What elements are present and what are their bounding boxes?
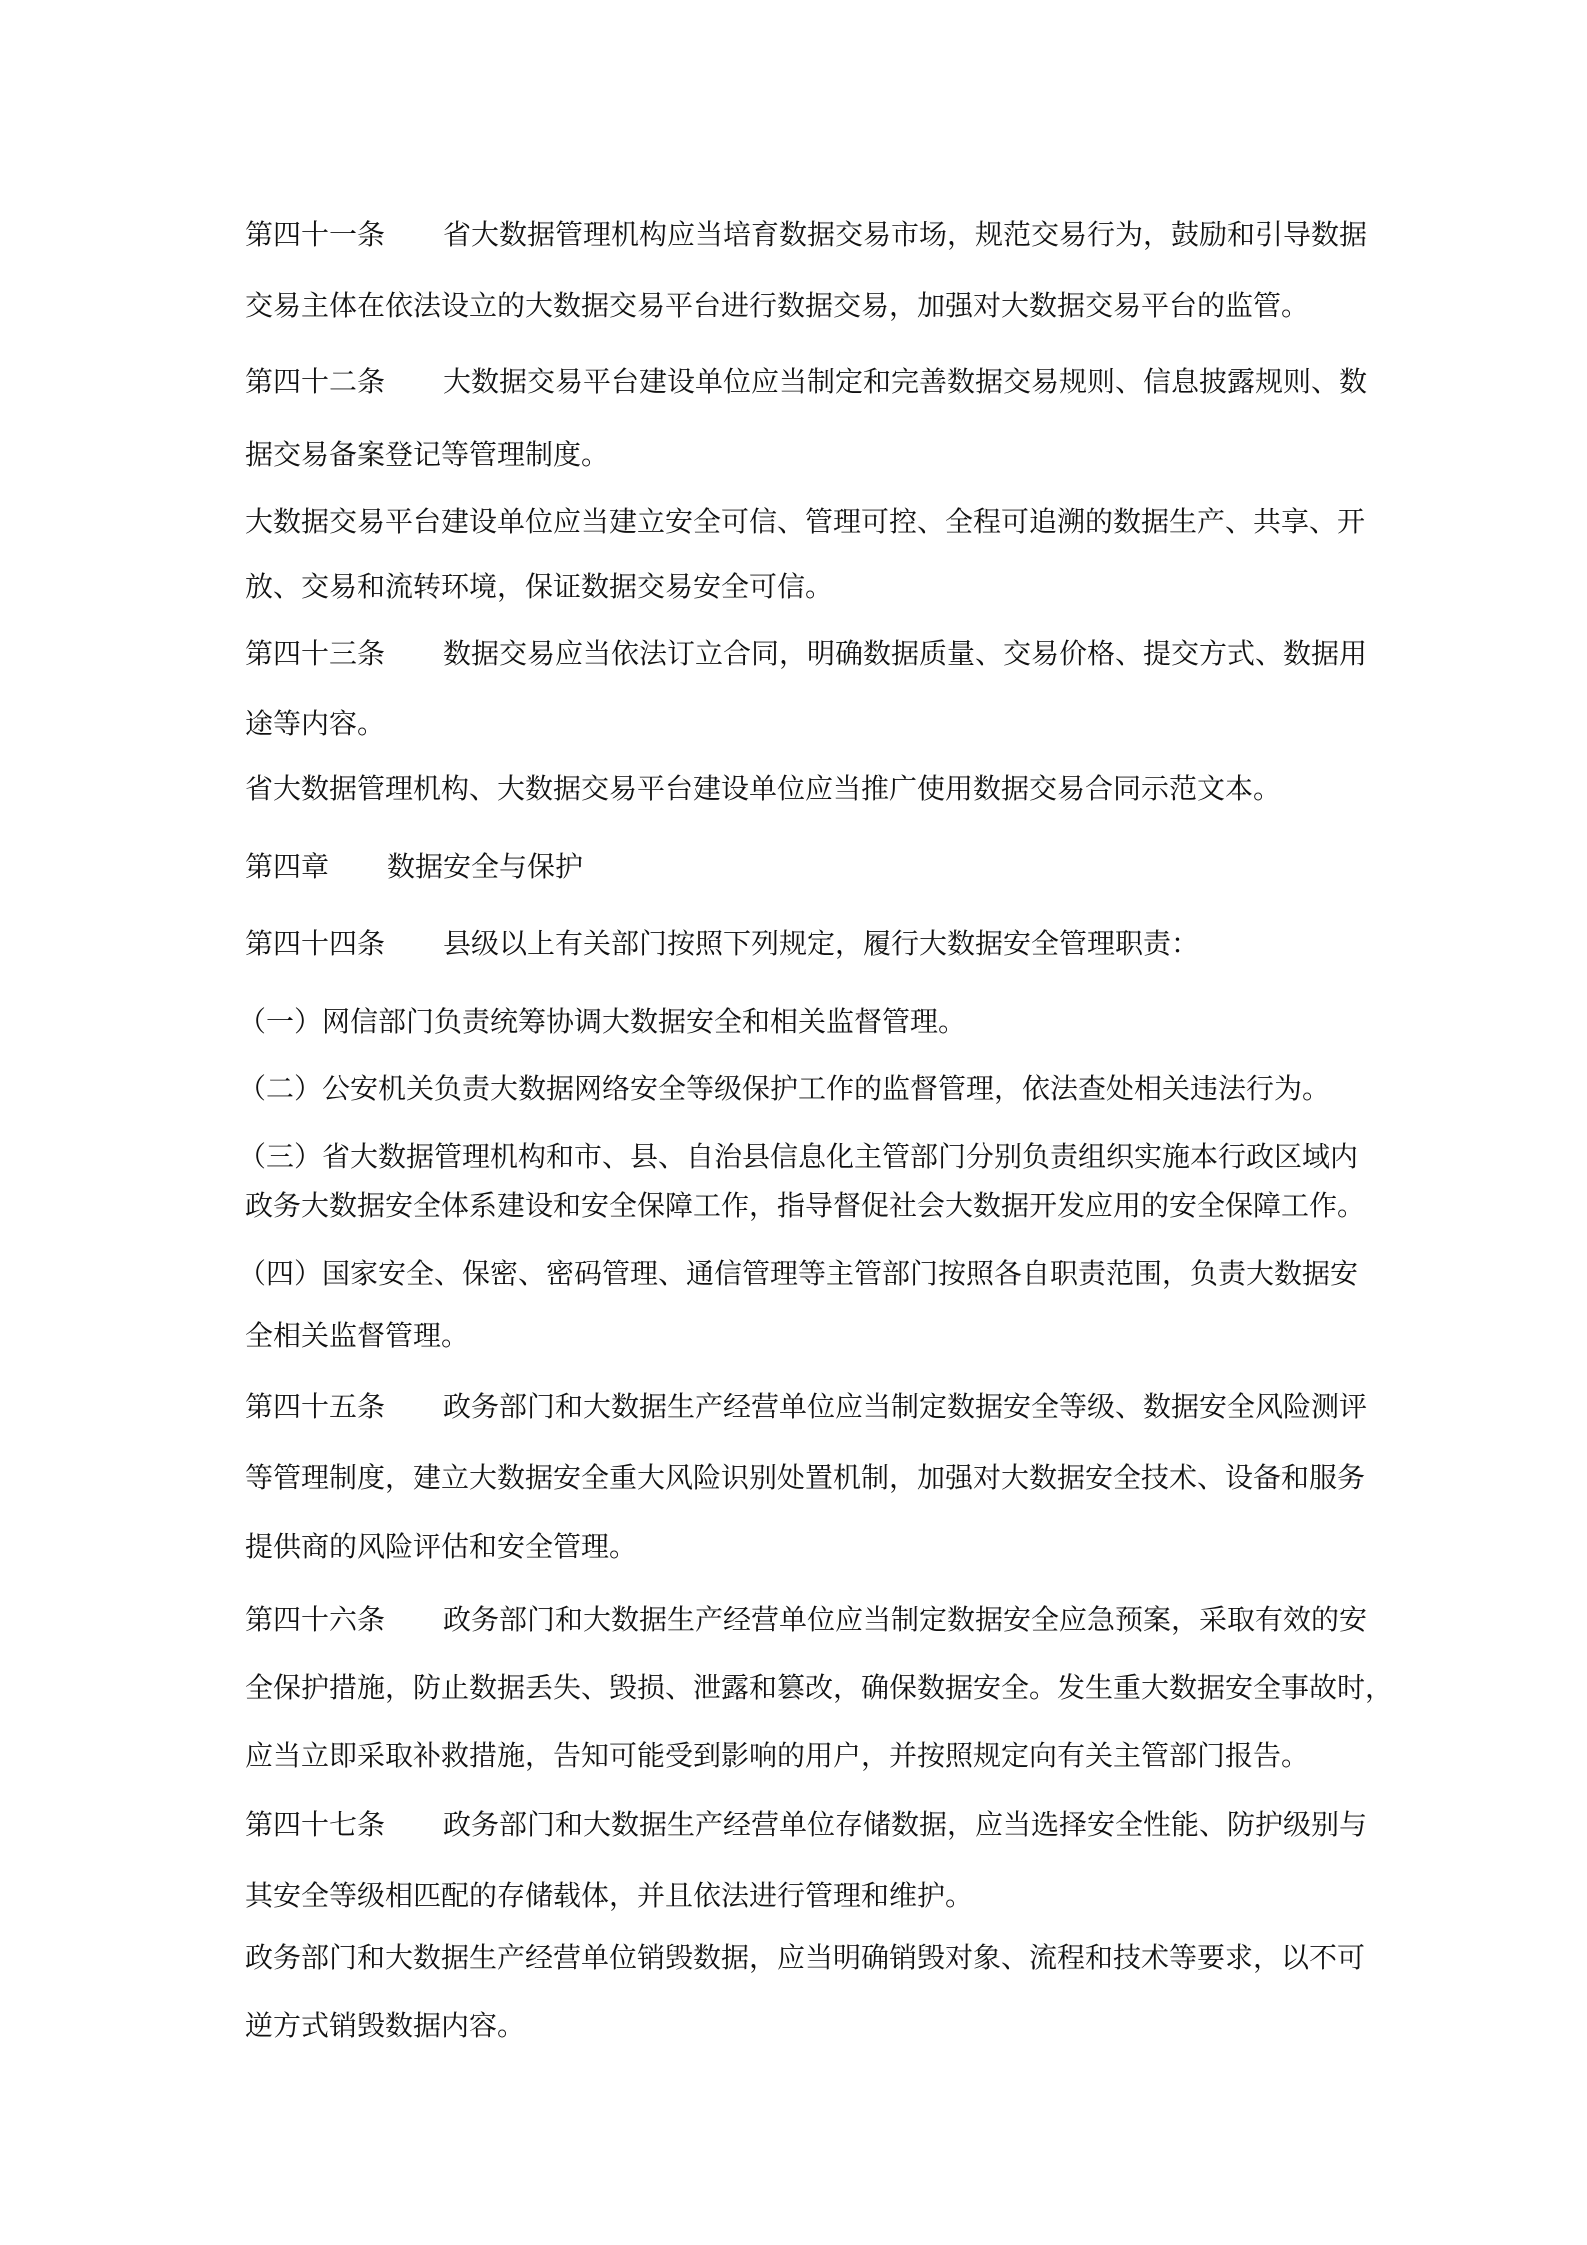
article-text: 其安全等级相匹配的存储载体，并且依法进行管理和维护。 (245, 1879, 974, 1912)
article-text: 政务部门和大数据生产经营单位应当制定数据安全等级、数据安全风险测评 (443, 1390, 1368, 1423)
article-42-line (245, 435, 1356, 475)
article-43-line (245, 634, 1368, 674)
chapter-title: 数据安全与保护 (387, 850, 584, 883)
article-label: 第四十七条 (245, 1808, 386, 1841)
list-item (238, 1137, 1359, 1177)
article-46-line (245, 1600, 1368, 1640)
article-47-line (245, 1938, 1366, 1978)
article-text: 政务部门和大数据生产经营单位存储数据，应当选择安全性能、防护级别与 (443, 1808, 1368, 1841)
article-41-line (245, 215, 1368, 255)
article-45-line (245, 1387, 1368, 1427)
list-item-text: （三）省大数据管理机构和市、县、自治县信息化主管部门分别负责组织实施本行政区域内 (238, 1140, 1359, 1173)
article-44-line (245, 924, 1356, 964)
article-label: 第四十五条 (245, 1390, 386, 1423)
article-text: 逆方式销毁数据内容。 (245, 2009, 526, 2042)
article-43-line (245, 769, 1356, 809)
article-text: 应当立即采取补救措施，告知可能受到影响的用户，并按照规定向有关主管部门报告。 (245, 1739, 1310, 1772)
article-text: 大数据交易平台建设单位应当建立安全可信、管理可控、全程可追溯的数据生产、共享、开 (245, 505, 1366, 538)
article-label: 第四十一条 (245, 218, 386, 251)
chapter-label: 第四章 (245, 850, 330, 883)
article-42-line (245, 567, 1356, 607)
article-text: 提供商的风险评估和安全管理。 (245, 1530, 638, 1563)
list-item (238, 1002, 1356, 1042)
chapter-heading (245, 847, 1356, 887)
article-46-line (245, 1736, 1356, 1776)
article-label: 第四十四条 (245, 927, 386, 960)
list-item-text: 政务大数据安全体系建设和安全保障工作，指导督促社会大数据开发应用的安全保障工作。 (245, 1189, 1366, 1222)
list-item (238, 1254, 1359, 1294)
article-text: 政务部门和大数据生产经营单位销毁数据，应当明确销毁对象、流程和技术等要求，以不可 (245, 1941, 1366, 1974)
article-text: 据交易备案登记等管理制度。 (245, 438, 610, 471)
article-42-line (245, 502, 1366, 542)
article-text: 放、交易和流转环境，保证数据交易安全可信。 (245, 570, 834, 603)
list-item-text: 全相关监督管理。 (245, 1319, 470, 1352)
article-label: 第四十三条 (245, 637, 386, 670)
list-item-text: （一）网信部门负责统筹协调大数据安全和相关监督管理。 (238, 1005, 967, 1038)
list-item (245, 1316, 1356, 1356)
article-text: 途等内容。 (245, 707, 386, 740)
article-text: 大数据交易平台建设单位应当制定和完善数据交易规则、信息披露规则、数 (443, 365, 1368, 398)
article-46-line (245, 1668, 1394, 1708)
article-text: 县级以上有关部门按照下列规定，履行大数据安全管理职责： (443, 927, 1200, 960)
article-text: 全保护措施，防止数据丢失、毁损、泄露和篡改，确保数据安全。发生重大数据安全事故时， (245, 1671, 1394, 1704)
list-item-text: （二）公安机关负责大数据网络安全等级保护工作的监督管理，依法查处相关违法行为。 (238, 1072, 1331, 1105)
article-text: 省大数据管理机构应当培育数据交易市场，规范交易行为，鼓励和引导数据 (443, 218, 1368, 251)
article-47-line (245, 2006, 1356, 2046)
list-item (238, 1069, 1356, 1109)
article-41-line (245, 286, 1356, 326)
article-45-line (245, 1458, 1366, 1498)
article-label: 第四十六条 (245, 1603, 386, 1636)
article-label: 第四十二条 (245, 365, 386, 398)
list-item (245, 1186, 1366, 1226)
article-text: 数据交易应当依法订立合同，明确数据质量、交易价格、提交方式、数据用 (443, 637, 1368, 670)
article-47-line (245, 1876, 1356, 1916)
article-43-line (245, 704, 1356, 744)
article-text: 等管理制度，建立大数据安全重大风险识别处置机制，加强对大数据安全技术、设备和服务 (245, 1461, 1366, 1494)
article-42-line (245, 362, 1368, 402)
article-47-line (245, 1805, 1368, 1845)
article-45-line (245, 1527, 1356, 1567)
article-text: 政务部门和大数据生产经营单位应当制定数据安全应急预案，采取有效的安 (443, 1603, 1368, 1636)
article-text: 交易主体在依法设立的大数据交易平台进行数据交易，加强对大数据交易平台的监管。 (245, 289, 1310, 322)
list-item-text: （四）国家安全、保密、密码管理、通信管理等主管部门按照各自职责范围，负责大数据安 (238, 1257, 1359, 1290)
article-text: 省大数据管理机构、大数据交易平台建设单位应当推广使用数据交易合同示范文本。 (245, 772, 1282, 805)
